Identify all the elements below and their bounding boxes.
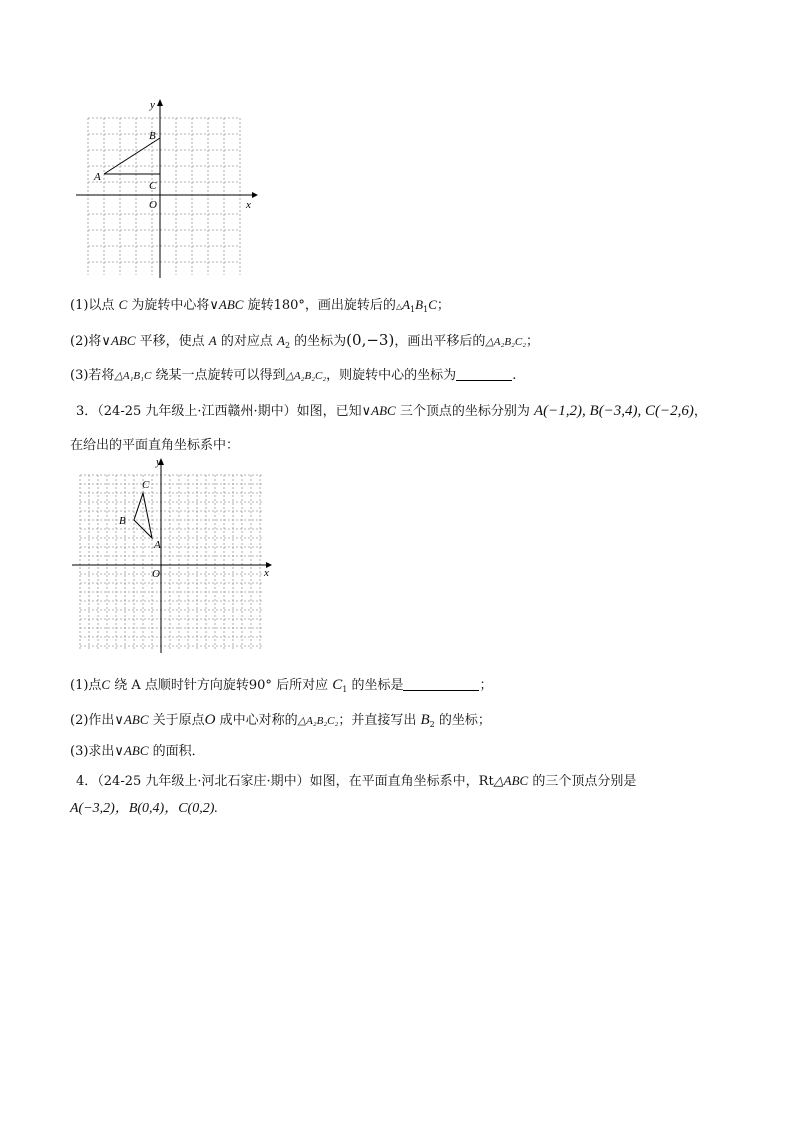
q4-stem-line-2: A(−3,2)，B(0,4)，C(0,2). bbox=[70, 801, 218, 816]
q3-stem-line-2: 在给出的平面直角坐标系中： bbox=[70, 438, 240, 453]
q2-part-1: (1)以点 C 为旋转中心将∨ABC 旋转180°，画出旋转后的$\triangle A_1B_1C$； bbox=[70, 297, 450, 314]
point-c-label: C bbox=[149, 180, 157, 192]
grid-lines bbox=[80, 475, 262, 650]
q2-part-2: (2)将∨ABC 平移，使点 A 的对应点 $A_2$ 的坐标为(0,−3)，画出平移后的△A₂B₂C₂； bbox=[70, 331, 540, 350]
y-axis-label: y bbox=[150, 99, 155, 111]
point-c-label: C bbox=[142, 479, 150, 491]
q3-part-2: (2)作出∨ABC 关于原点O 成中心对称的△A₂B₂C₂；并直接写出 $B_2$ 的坐标； bbox=[70, 712, 491, 729]
x-axis-label: x bbox=[246, 199, 251, 211]
grid-lines bbox=[88, 118, 240, 275]
point-b-label: B bbox=[119, 515, 126, 527]
point-b-label: B bbox=[149, 130, 156, 142]
point-a-label: A bbox=[154, 539, 161, 551]
y-axis-label: y bbox=[156, 456, 161, 468]
q2-part-3: (3)若将△A₁B₁C 绕某一点旋转可以得到△A₂B₂C₂，则旋转中心的坐标为 . bbox=[70, 368, 517, 383]
q3-part-1: (1)点C 绕 A 点顺时针方向旋转90° 后所对应 $C_1$ 的坐标是 ； bbox=[70, 677, 493, 694]
origin-label: O bbox=[149, 199, 157, 211]
y-axis-arrow bbox=[157, 99, 163, 106]
figure-1-coordinate-grid bbox=[70, 92, 270, 282]
q3-part-3: (3)求出∨ABC 的面积． bbox=[70, 743, 205, 759]
origin-label: O bbox=[152, 568, 160, 580]
x-axis-label: x bbox=[264, 567, 269, 579]
figure-2-coordinate-grid bbox=[66, 455, 281, 655]
q3-stem: 3．（24-25 九年级上·江西赣州·期中）如图，已知∨ABC 三个顶点的坐标分别为 A(−1,2), B(−3,4), C(−2,6)， bbox=[76, 403, 707, 419]
q4-stem: 4．（24-25 九年级上·河北石家庄·期中）如图，在平面直角坐标系中，Rt△ABC 的三个顶点分别是 bbox=[76, 773, 637, 789]
x-axis-arrow bbox=[252, 192, 258, 198]
answer-blank[interactable] bbox=[456, 368, 512, 381]
answer-blank[interactable] bbox=[403, 678, 479, 691]
point-a-label: A bbox=[94, 171, 101, 183]
